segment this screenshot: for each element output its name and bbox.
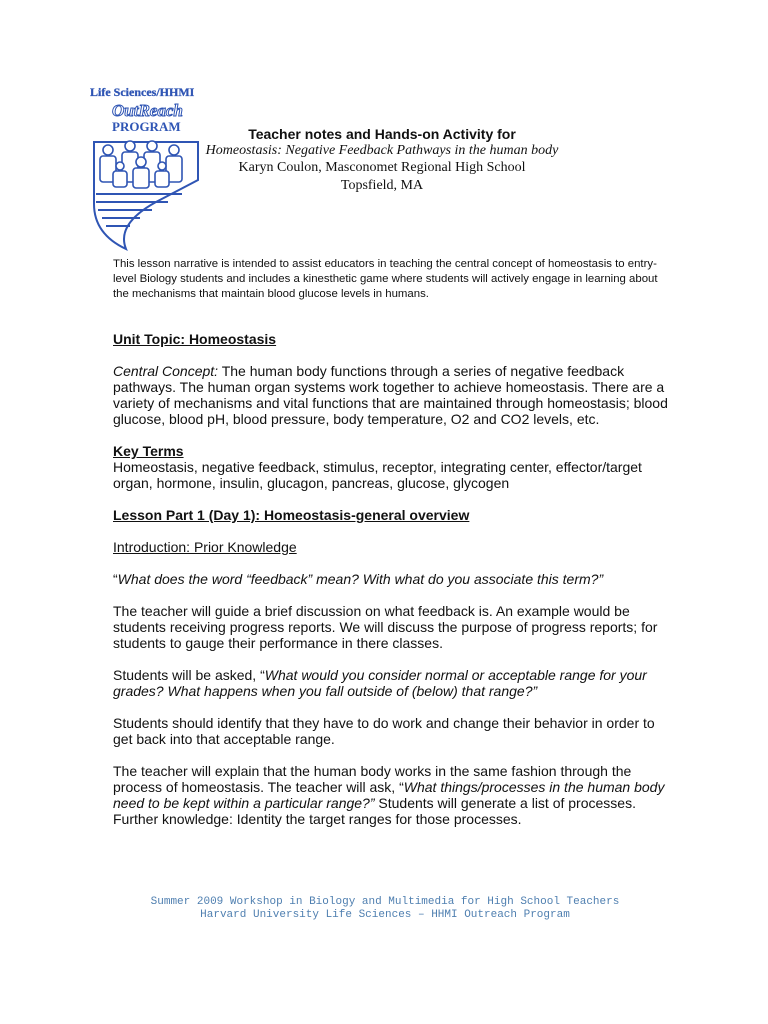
page-footer xyxy=(60,896,710,922)
paragraph-4-lead: The teacher will explain that the human body works in the same fashion through the process of homeostasis. The teacher will ask, “ xyxy=(113,763,632,795)
logo-line2: OutReach xyxy=(112,101,183,120)
footer-line1: Summer 2009 Workshop in Biology and Multimedia for High School Teachers xyxy=(150,896,620,908)
paragraph-4-question: What things/processes in the human body need to be kept within a particular range?” xyxy=(113,779,665,811)
paragraph-2 xyxy=(113,667,673,699)
author-line: Karyn Coulon, Masconomet Regional High School xyxy=(238,160,526,175)
paragraph-4 xyxy=(113,763,673,827)
question1 xyxy=(113,571,673,587)
question1-text: What does the word “feedback” mean? With what do you associate this term?” xyxy=(117,571,604,587)
introduction-label: Introduction: Prior Knowledge xyxy=(113,539,297,555)
central-concept-label: Central Concept: xyxy=(113,363,219,379)
intro-paragraph: This lesson narrative is intended to assist educators in teaching the central concept of homeostasis to entry-level Biology students and includes a kinesthetic game where students will actively engage in learning about the mechanisms that maintain blood glucose levels in humans. xyxy=(113,258,658,300)
central-concept-text: The human body functions through a series of negative feedback pathways. The human organ systems work together to achieve homeostasis. There are a variety of mechanisms and vital functions that are maintained through homeostasis; blood glucose, blood pH, blood pressure, body temperature, O2 and CO2 levels, etc. xyxy=(113,363,668,427)
key-terms-heading: Key Terms xyxy=(113,443,184,459)
document-header xyxy=(180,126,584,195)
paragraph-2-question: What would you consider normal or acceptable range for your grades? What happens when you fall outside of (below) that range?” xyxy=(113,667,647,699)
paragraph-1: The teacher will guide a brief discussion on what feedback is. An example would be students receiving progress reports. We will discuss the purpose of progress reports; for students to gauge their performance in there classes. xyxy=(113,603,658,651)
paragraph-3: Students should identify that they have to do work and change their behavior in order to get back into that acceptable range. xyxy=(113,715,655,747)
central-concept-paragraph xyxy=(113,363,673,427)
logo-line3: PROGRAM xyxy=(112,119,181,134)
key-terms-text: Homeostasis, negative feedback, stimulus, receptor, integrating center, effector/target organ, hormone, insulin, glucagon, pancreas, glucose, glycogen xyxy=(113,459,642,491)
paragraph-2-lead: Students will be asked, “ xyxy=(113,667,265,683)
question1-open-quote: “ xyxy=(113,571,118,587)
location-line: Topsfield, MA xyxy=(340,178,424,193)
unit-topic-heading: Unit Topic: Homeostasis xyxy=(113,331,277,347)
paragraph-4-tail: Students will generate a list of processes. Further knowledge: Identity the target ranges for those processes. xyxy=(113,795,636,827)
footer-line2: Harvard University Life Sciences – HHMI Outreach Program xyxy=(200,909,570,921)
document-subtitle: Homeostasis: Negative Feedback Pathways in the human body xyxy=(205,143,559,158)
document-body xyxy=(113,331,673,827)
lesson-part1-heading: Lesson Part 1 (Day 1): Homeostasis-general overview xyxy=(113,507,470,523)
logo-line1: Life Sciences/HHMI xyxy=(90,85,195,99)
document-title: Teacher notes and Hands-on Activity for xyxy=(248,126,516,142)
